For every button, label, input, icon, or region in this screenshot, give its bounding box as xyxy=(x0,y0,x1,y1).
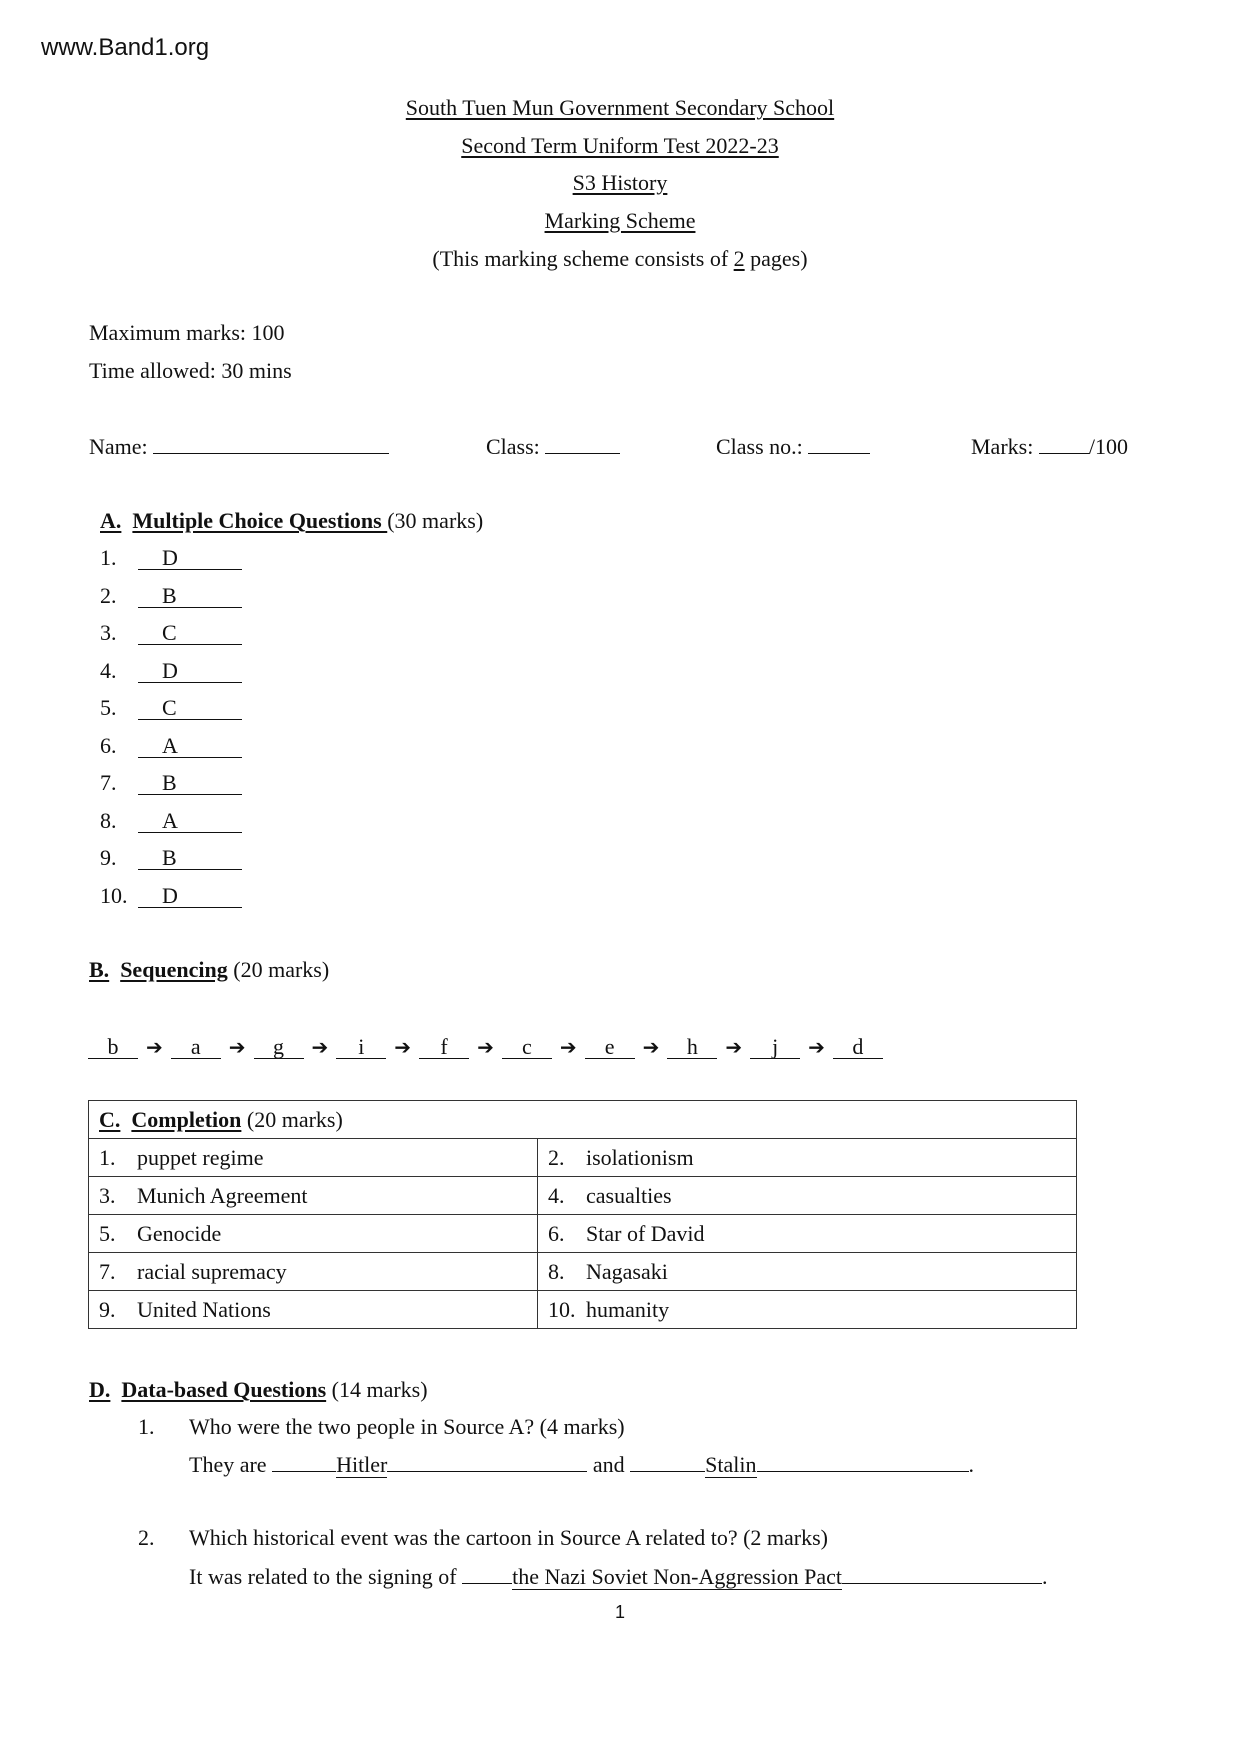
section-b-title: Sequencing xyxy=(120,957,228,982)
sequence-item: g xyxy=(254,1036,304,1059)
section-c-title: Completion xyxy=(131,1106,242,1132)
q2-answer xyxy=(189,1565,1048,1588)
school-name: South Tuen Mun Government Secondary School xyxy=(405,95,835,120)
section-a-letter: A. xyxy=(100,508,122,533)
completion-cell xyxy=(89,1253,538,1291)
sequence-item: a xyxy=(171,1036,221,1059)
table-row xyxy=(89,1139,1077,1177)
mc-item xyxy=(100,622,242,645)
item-number: 6. xyxy=(548,1220,565,1246)
completion-cell xyxy=(89,1139,538,1177)
section-c-heading xyxy=(89,1101,1077,1139)
section-d-marks: (14 marks) xyxy=(326,1377,428,1402)
item-number: 8. xyxy=(548,1258,565,1284)
arrow-icon: ➔ xyxy=(394,1035,412,1059)
item-answer: Munich Agreement xyxy=(137,1182,308,1208)
mc-item xyxy=(100,772,242,795)
q1-pre: They are xyxy=(189,1452,273,1477)
mc-answer: A xyxy=(138,810,242,833)
table-row xyxy=(89,1291,1077,1329)
mc-item xyxy=(100,697,242,720)
sequence-item: b xyxy=(88,1036,138,1059)
pages-note xyxy=(0,248,1240,270)
mc-number: 2. xyxy=(100,582,117,608)
mc-item xyxy=(100,657,242,683)
q1-end: . xyxy=(968,1452,974,1477)
mc-number: 1. xyxy=(100,545,117,570)
item-number: 4. xyxy=(548,1182,565,1208)
item-answer: humanity xyxy=(586,1296,670,1322)
section-d-heading xyxy=(89,1379,428,1401)
item-number: 5. xyxy=(99,1220,116,1246)
class-blank xyxy=(545,435,620,454)
name-label: Name: xyxy=(89,434,148,459)
item-number: 10. xyxy=(548,1296,576,1322)
mc-number: 8. xyxy=(100,807,117,833)
class-field xyxy=(486,435,620,458)
section-b-heading xyxy=(89,959,329,981)
completion-cell xyxy=(538,1139,1077,1177)
mc-answer: D xyxy=(138,660,242,683)
q1-answer xyxy=(189,1453,974,1476)
table-row xyxy=(89,1253,1077,1291)
subject-title: S3 History xyxy=(572,170,668,195)
arrow-icon: ➔ xyxy=(808,1035,825,1059)
table-row xyxy=(89,1177,1077,1215)
name-field xyxy=(89,435,389,458)
sequence-answer xyxy=(88,1036,883,1059)
mc-item xyxy=(100,807,242,833)
item-number: 9. xyxy=(99,1296,116,1322)
mc-item xyxy=(100,732,242,758)
item-answer: racial supremacy xyxy=(137,1258,287,1284)
section-a-title: Multiple Choice Questions xyxy=(132,508,388,533)
mc-number: 9. xyxy=(100,845,117,870)
q1-answer-2: Stalin xyxy=(705,1452,757,1477)
table-row xyxy=(89,1215,1077,1253)
mc-number: 3. xyxy=(100,620,117,645)
pages-note-pre: (This marking scheme consists of xyxy=(432,246,734,271)
completion-cell xyxy=(538,1291,1077,1329)
item-answer: Nagasaki xyxy=(586,1258,668,1284)
completion-cell xyxy=(89,1177,538,1215)
mc-answer: C xyxy=(138,622,242,645)
sequence-item: h xyxy=(667,1036,717,1059)
arrow-icon: ➔ xyxy=(146,1035,163,1059)
section-d-title: Data-based Questions xyxy=(121,1377,327,1402)
name-blank xyxy=(153,435,389,454)
item-answer: Genocide xyxy=(137,1220,222,1246)
item-number: 3. xyxy=(99,1182,116,1208)
arrow-icon: ➔ xyxy=(642,1035,660,1059)
item-answer: puppet regime xyxy=(137,1144,264,1170)
completion-table xyxy=(88,1100,1077,1329)
completion-cell xyxy=(538,1215,1077,1253)
marks-blank xyxy=(1039,435,1089,454)
arrow-icon: ➔ xyxy=(725,1035,743,1059)
item-answer: Star of David xyxy=(586,1220,705,1246)
section-b-letter: B. xyxy=(89,957,110,982)
section-a-marks: (30 marks) xyxy=(387,508,484,533)
sequence-item: i xyxy=(336,1036,386,1059)
class-label: Class: xyxy=(486,434,540,459)
mc-answer: D xyxy=(138,885,242,908)
completion-cell xyxy=(89,1215,538,1253)
mc-answer: C xyxy=(138,697,242,720)
q2-answer-text: the Nazi Soviet Non-Aggression Pact xyxy=(512,1564,843,1589)
mc-item xyxy=(100,847,242,870)
arrow-icon: ➔ xyxy=(228,1035,246,1059)
mc-item xyxy=(100,582,242,608)
sequence-item: c xyxy=(502,1036,552,1059)
arrow-icon: ➔ xyxy=(311,1035,329,1059)
completion-cell xyxy=(89,1291,538,1329)
mc-number: 10. xyxy=(100,882,128,908)
section-a-heading xyxy=(100,510,483,532)
pages-note-post: pages) xyxy=(744,246,808,271)
sequence-item: e xyxy=(585,1036,635,1059)
completion-cell xyxy=(538,1177,1077,1215)
arrow-icon: ➔ xyxy=(477,1035,494,1059)
sequence-item: d xyxy=(833,1036,883,1059)
mc-answer: B xyxy=(138,847,242,870)
section-d-letter: D. xyxy=(89,1377,111,1402)
marks-total: /100 xyxy=(1088,434,1128,459)
section-b-marks: (20 marks) xyxy=(227,957,330,982)
mc-answer: D xyxy=(138,547,242,570)
q1-mid: and xyxy=(587,1452,631,1477)
q2-question: Which historical event was the cartoon in Source A related to? (2 marks) xyxy=(189,1525,829,1550)
q1-answer-1: Hitler xyxy=(336,1452,388,1477)
mc-answer: B xyxy=(138,585,242,608)
mc-answer: B xyxy=(138,772,242,795)
item-number: 2. xyxy=(548,1144,565,1170)
test-title: Second Term Uniform Test 2022-23 xyxy=(461,133,779,158)
mc-number: 6. xyxy=(100,732,117,758)
section-c-marks: (20 marks) xyxy=(241,1106,343,1132)
completion-cell xyxy=(538,1253,1077,1291)
time-allowed: Time allowed: 30 mins xyxy=(89,358,292,383)
item-number: 1. xyxy=(99,1144,116,1170)
q2-end: . xyxy=(1042,1564,1048,1589)
class-no-field xyxy=(716,435,870,458)
q2-pre: It was related to the signing of xyxy=(189,1564,463,1589)
page-number: 1 xyxy=(614,1602,625,1622)
q2-number: 2. xyxy=(138,1525,155,1550)
mc-number: 7. xyxy=(100,770,117,795)
class-no-label: Class no.: xyxy=(716,434,803,459)
sequence-item: j xyxy=(750,1036,800,1059)
item-answer: United Nations xyxy=(137,1296,271,1322)
marks-field xyxy=(971,435,1128,458)
mc-number: 5. xyxy=(100,695,117,720)
watermark: www.Band1.org xyxy=(41,34,210,61)
mc-number: 4. xyxy=(100,657,117,683)
item-answer: isolationism xyxy=(586,1144,694,1170)
sequence-item: f xyxy=(419,1036,469,1059)
max-marks: Maximum marks: 100 xyxy=(89,320,285,345)
mc-item xyxy=(100,882,242,908)
marks-label: Marks: xyxy=(971,434,1034,459)
q1-number: 1. xyxy=(138,1414,155,1439)
section-c-letter: C. xyxy=(99,1106,121,1132)
mc-item xyxy=(100,547,242,570)
arrow-icon: ➔ xyxy=(559,1035,577,1059)
q1-question: Who were the two people in Source A? (4 marks) xyxy=(189,1414,625,1439)
mc-answer: A xyxy=(138,735,242,758)
item-number: 7. xyxy=(99,1258,116,1284)
class-no-blank xyxy=(808,435,870,454)
pages-count: 2 xyxy=(733,246,745,271)
item-answer: casualties xyxy=(586,1182,672,1208)
doc-type: Marking Scheme xyxy=(544,208,696,233)
